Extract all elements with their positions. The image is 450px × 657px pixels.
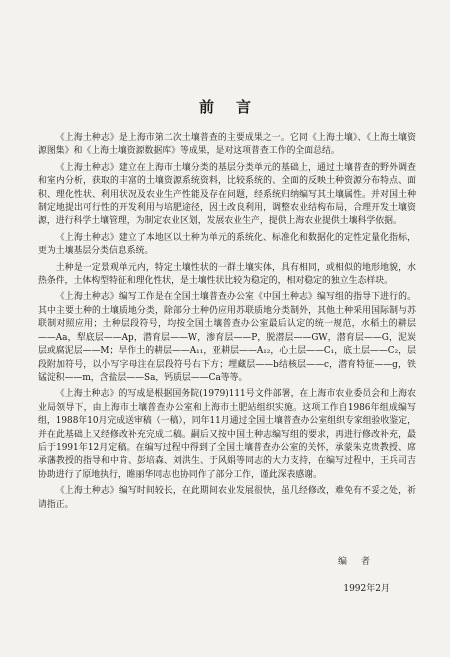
paragraph: 《上海土种志》的写成是根据国务院(1979)111号文件部署，在上海市农业委员会和上海农业局领导下，由上海市土壤普查办公室和上海市土肥站组织实施。这项工作自1986年组成编写组，1988年10月完成送审稿（一稿），同年11月通过全国土壤普查办公室组织专家组验收鉴定，并在此基础上又经修改补充完成二稿。嗣后又按中国土种志编写组的要求，再进行修改补充，最后于1991年12月定稿。在编写过程中得到了全国土壤普查办公室的关怀，承蒙朱克贵教授、席承藩教授的指导和中肯、彭培森、刘洪生、于风娟等同志的大力支持，在编写过程中，王兵司吉协助进行了原地执行，睢丽华同志也协同作了部分工作，谨此深表感谢。	[38, 389, 416, 480]
paragraph: 《上海土种志》编写工作是在全国土壤普查办公室《中国土种志》编写组的指导下进行的。其中主要土种的土壤质地分类，除部分土种仍应用苏联质地分类制外，其他土种采用国际制与苏联制对照应用；土种层段符号，均按全国土壤普查办公室最后认定的统一规范，水稻土的耕层——Aa，犁底层——Ap，潜育层——W，渗育层——P，脱潜层——GW，潜育层——G，泥炭层或腐泥层——M；旱作土的耕层——A₁₁，亚耕层——A₁₂，心土层——C₁，底土层——C₂，层段附加符号，以小写字母注在层段符号右下方；埋藏层——b结核层——c，潜育特征——g，铁锰淀积——m，含盐层——Sa，钙质层——Ca等等。	[38, 292, 416, 383]
signature-date: 1992年2月	[343, 584, 390, 594]
signer: 编者	[337, 557, 384, 567]
paragraph: 《上海土种志》建立在上海市土壤分类的基层分类单元的基础上，通过土壤普查的野外调查和室内分析，获取的丰富的土壤资源系统资料，比较系统的、全面的反映土种资源分布特点、面积、理化性状、利用状况及农业生产性能及存在问题，经系统归纳编写其土壤属性。并对国土种制定地提出可行性的开发利用与培肥途径，因土改良利用，调整农业结构布局，合理开发土壤资源，进行科学土壤管理，为制定农业区划，发展农业生产，提供上海农业提供土壤科学依据。	[38, 162, 416, 227]
page-title: 前言	[198, 98, 273, 116]
paragraph: 土种是一定景观单元内，特定土壤性状的一群土壤实体，具有相同，或相似的地形地貌，水热条件，土体构型特征和理化性状，是土壤性状比较为稳定的，相对稳定的独立生态样块。	[38, 262, 416, 287]
paragraph: 《上海土种志》编写时间较长，在此期间农业发展很快，虽几经修改，难免有不妥之处，祈请指正。	[38, 486, 416, 510]
paragraph: 《上海土种志》建立了本地区以土种为单元的系统化、标准化和数据化的定性定量化指标，更为土壤基层分类信息系统。	[38, 232, 416, 257]
preface-body	[38, 132, 416, 515]
paragraph: 《上海土种志》是上海市第二次土壤普查的主要成果之一。它同《上海土壤》、《上海土壤资源图集》和《上海土壤资源数据库》等成果，是对这项普查工作的全面总结。	[38, 133, 416, 157]
